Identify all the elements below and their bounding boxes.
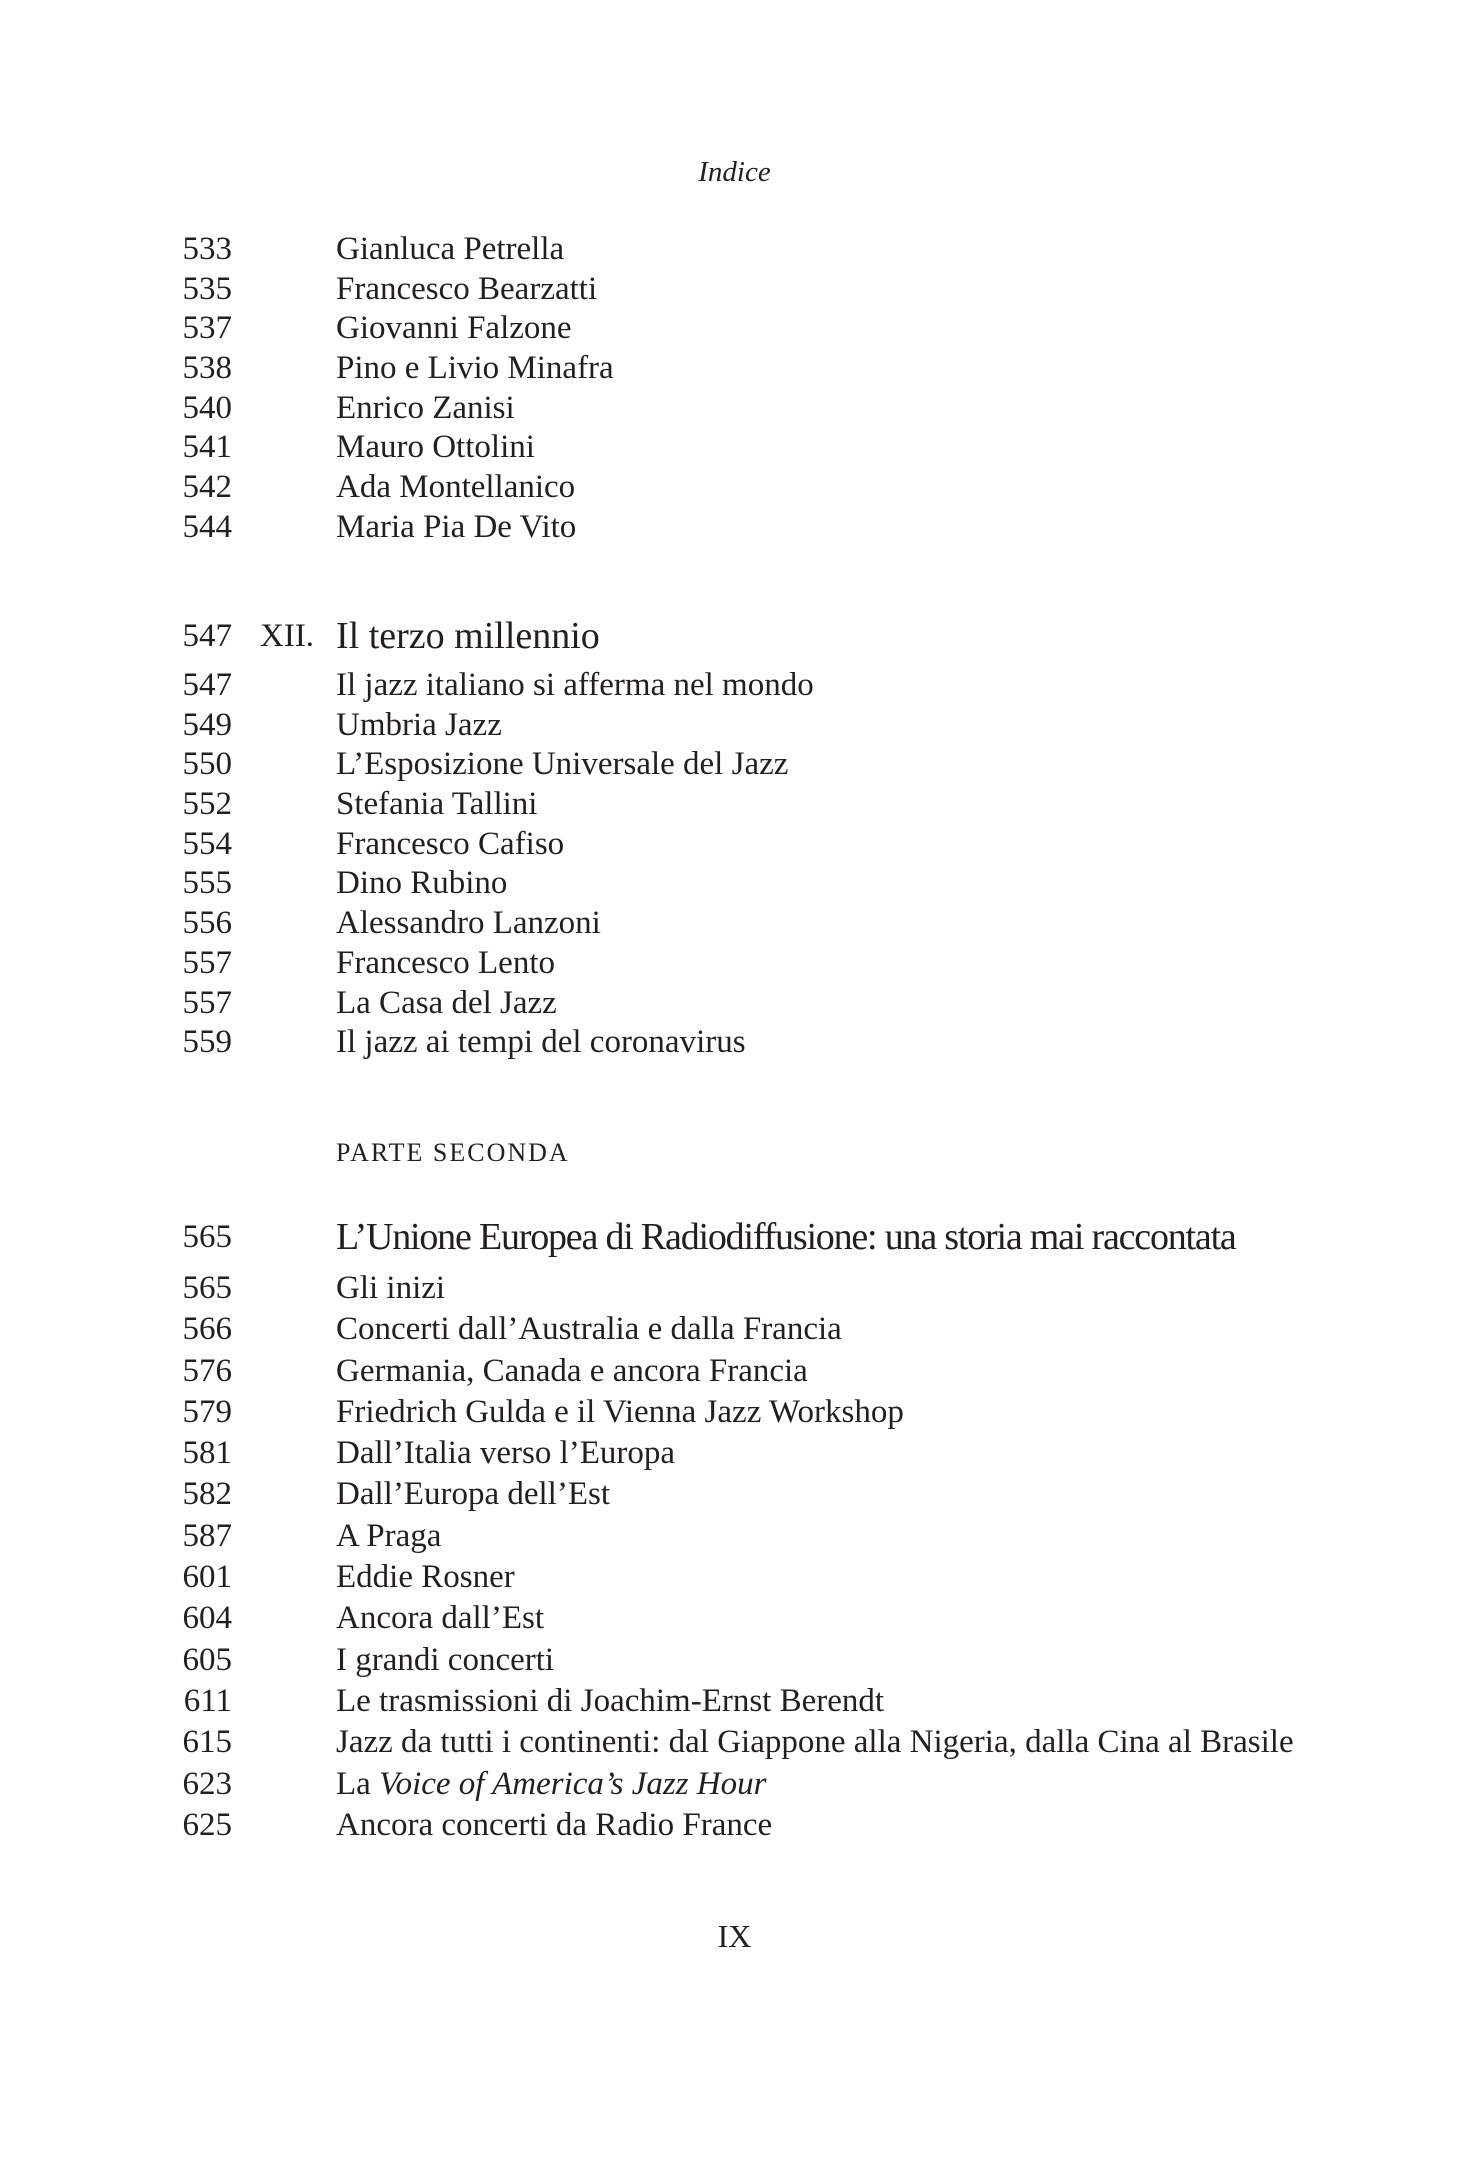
entry-title: Jazz da tutti i continenti: dal Giappone alla Nigeria, dalla Cina al Brasile [336,1724,1294,1761]
entry-title: Mauro Ottolini [336,429,535,466]
toc-entry [0,389,1469,429]
toc-block-1 [0,230,1469,548]
page-number: 547 [182,667,232,703]
page-number: 540 [182,389,232,426]
page-number: 555 [182,865,232,902]
entry-title: Dall’Italia verso l’Europa [336,1435,676,1472]
page-number: 541 [182,429,232,466]
entry-title: Concerti dall’Australia e dalla Francia [336,1311,842,1348]
page-number: 601 [182,1559,232,1596]
entry-title-italic: Voice of America’s Jazz Hour [379,1765,767,1802]
page-number: 554 [182,825,232,862]
page-number: 587 [182,1517,232,1554]
toc-entry [0,1268,1469,1309]
toc-entry [0,1805,1469,1846]
chapter-title: Il terzo millennio [336,615,600,657]
toc-entry [0,1433,1469,1474]
page-number: 576 [182,1352,232,1389]
page-number: 625 [182,1806,232,1843]
page-number: 556 [182,905,232,942]
page-number: 615 [182,1724,232,1761]
entry-title: L’Esposizione Universale del Jazz [336,746,789,783]
page-number: 544 [182,508,232,545]
entry-title: Eddie Rosner [336,1559,515,1596]
toc-entry [0,1598,1469,1639]
page-number: 535 [182,270,232,307]
page-number: 579 [182,1393,232,1430]
toc-entry [0,230,1469,270]
page-number: 550 [182,746,232,783]
entry-title-prefix: La [336,1765,380,1802]
page-number: 557 [182,944,232,981]
entry-title: Ancora concerti da Radio France [336,1806,773,1843]
page-number: 552 [182,786,232,823]
entry-title: Francesco Cafiso [336,825,565,862]
page-number: 537 [182,310,232,347]
page-number: 611 [183,1682,232,1719]
page-number: 604 [182,1600,232,1637]
page-number: 557 [182,984,232,1021]
toc-entry [0,1722,1469,1763]
toc-entry [0,706,1469,746]
entry-title: Le trasmissioni di Joachim-Ernst Berendt [336,1682,885,1719]
toc-entry [0,1392,1469,1433]
entry-title: La Casa del Jazz [336,984,557,1021]
section-heading [0,1212,1469,1262]
toc-entry [0,1640,1469,1681]
entry-title: Alessandro Lanzoni [336,905,601,942]
page-number: 533 [182,231,232,267]
page-number: 559 [182,1024,232,1061]
page-number: 581 [182,1435,232,1472]
toc-entry [0,1351,1469,1392]
entry-title [336,1764,766,1805]
running-head: Indice [698,156,771,188]
entry-title: I grandi concerti [336,1641,555,1678]
page-number: 623 [182,1765,232,1802]
toc-entry [0,904,1469,944]
toc-entry [0,1764,1469,1805]
toc-entry [0,349,1469,389]
entry-title: A Praga [336,1517,442,1554]
page-folio: IX [717,1918,752,1954]
entry-title: Ancora dall’Est [336,1600,545,1637]
toc-entry [0,1516,1469,1557]
entry-title: Stefania Tallini [336,786,538,823]
entry-title: Germania, Canada e ancora Francia [336,1352,808,1389]
section-page-number: 565 [182,1219,232,1255]
entry-title: Francesco Lento [336,944,555,981]
page-number: 605 [182,1641,232,1678]
entry-title: Maria Pia De Vito [336,508,577,545]
toc-entry [0,1681,1469,1722]
page-number: 538 [182,350,232,387]
toc-entry [0,666,1469,706]
page-number: 565 [182,1270,232,1306]
toc-entry [0,745,1469,785]
entry-title: Umbria Jazz [336,706,502,743]
page-number: 582 [182,1476,232,1513]
entry-title: Francesco Bearzatti [336,270,598,307]
entry-title: Enrico Zanisi [336,389,515,426]
toc-entry [0,825,1469,865]
entry-title: Il jazz italiano si afferma nel mondo [336,667,814,703]
toc-entry [0,944,1469,984]
entry-title: Ada Montellanico [336,469,576,506]
entry-title: Il jazz ai tempi del coronavirus [336,1024,746,1061]
chapter-heading [0,614,1469,658]
toc-entry [0,309,1469,349]
entry-title: Gianluca Petrella [336,231,565,267]
entry-title: Giovanni Falzone [336,310,572,347]
entry-title: Dall’Europa dell’Est [336,1476,610,1513]
part-label: PARTE SECONDA [336,1138,570,1167]
toc-block-3 [0,1268,1469,1846]
toc-entry [0,508,1469,548]
toc-entry [0,785,1469,825]
page-number: 549 [182,706,232,743]
entry-title: Pino e Livio Minafra [336,350,614,387]
toc-entry [0,864,1469,904]
toc-entry [0,468,1469,508]
toc-entry [0,428,1469,468]
entry-title: Gli inizi [336,1270,446,1306]
toc-block-2 [0,666,1469,1063]
page-number: 542 [182,469,232,506]
chapter-page-number: 547 [182,618,232,654]
toc-entry [0,270,1469,310]
toc-entry [0,1557,1469,1598]
section-title: L’Unione Europea di Radiodiffusione: una storia mai raccontata [336,1216,1236,1258]
chapter-number: XII. [260,618,315,654]
page-number: 566 [182,1311,232,1348]
entry-title: Friedrich Gulda e il Vienna Jazz Workshop [336,1393,904,1430]
toc-entry [0,1309,1469,1350]
toc-entry [0,984,1469,1024]
toc-entry [0,1023,1469,1063]
entry-title: Dino Rubino [336,865,508,902]
toc-entry [0,1474,1469,1515]
